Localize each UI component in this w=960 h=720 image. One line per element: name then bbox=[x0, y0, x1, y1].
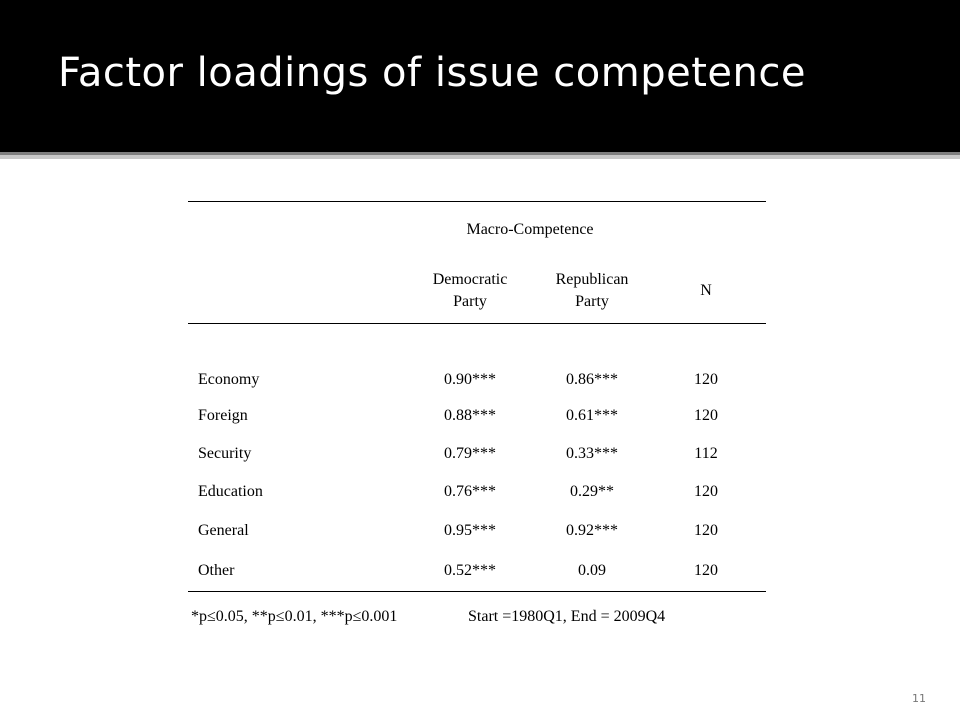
cell-republican: 0.09 bbox=[578, 562, 606, 579]
cell-n: 120 bbox=[694, 483, 718, 500]
row-label: Security bbox=[198, 445, 252, 462]
col-header-republican-line1: Republican bbox=[555, 271, 629, 288]
cell-democratic: 0.52*** bbox=[444, 562, 496, 579]
cell-republican: 0.33*** bbox=[566, 445, 618, 462]
cell-democratic: 0.95*** bbox=[444, 522, 496, 539]
footnote-period: Start =1980Q1, End = 2009Q4 bbox=[468, 608, 666, 625]
cell-republican: 0.92*** bbox=[566, 522, 618, 539]
group-header-macro-competence: Macro-Competence bbox=[466, 221, 594, 238]
row-label: Other bbox=[198, 562, 235, 579]
cell-republican: 0.61*** bbox=[566, 407, 618, 424]
col-header-democratic-line1: Democratic bbox=[432, 271, 508, 288]
footnote-significance: *p≤0.05, **p≤0.01, ***p≤0.001 bbox=[191, 608, 398, 625]
col-header-democratic-line2: Party bbox=[453, 293, 487, 310]
col-header-n: N bbox=[700, 282, 712, 299]
cell-democratic: 0.88*** bbox=[444, 407, 496, 424]
cell-n: 120 bbox=[694, 407, 718, 424]
cell-republican: 0.29** bbox=[570, 483, 614, 500]
row-label: Economy bbox=[198, 371, 260, 388]
cell-n: 120 bbox=[694, 371, 718, 388]
cell-democratic: 0.79*** bbox=[444, 445, 496, 462]
cell-democratic: 0.90*** bbox=[444, 371, 496, 388]
cell-n: 112 bbox=[694, 445, 718, 462]
row-label: Foreign bbox=[198, 407, 248, 424]
row-label: Education bbox=[198, 483, 263, 500]
cell-republican: 0.86*** bbox=[566, 371, 618, 388]
cell-n: 120 bbox=[694, 522, 718, 539]
page-number: 11 bbox=[912, 692, 926, 705]
table-bottom-rule bbox=[188, 591, 766, 592]
table-header-rule bbox=[188, 323, 766, 324]
cell-n: 120 bbox=[694, 562, 718, 579]
col-header-republican-line2: Party bbox=[575, 293, 609, 310]
cell-democratic: 0.76*** bbox=[444, 483, 496, 500]
slide-title: Factor loadings of issue competence bbox=[58, 50, 806, 96]
row-label: General bbox=[198, 522, 249, 539]
table-top-rule bbox=[188, 201, 766, 202]
